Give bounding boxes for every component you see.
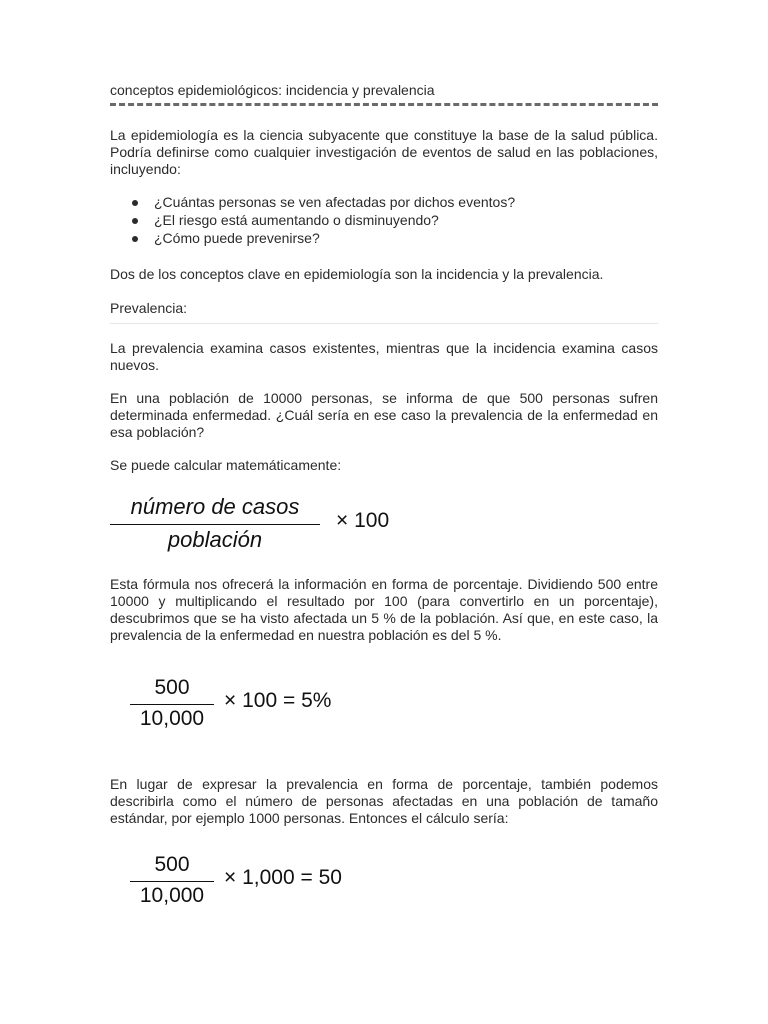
questions-list: [110, 194, 658, 248]
formula-general-fraction: [110, 494, 320, 553]
fraction-bar: [110, 524, 320, 525]
formula-per1000-fraction: [130, 853, 214, 908]
compare-paragraph: La prevalencia examina casos existentes, mientras que la incidencia examina casos nuevos.: [110, 340, 658, 373]
bullet-icon: [132, 236, 138, 242]
intro-paragraph: La epidemiología es la ciencia subyacente que constituye la base de la salud pública. Podría definirse como cualquier investigación de eventos de salud en las poblaciones, incluyendo:: [110, 127, 658, 177]
list-item: [110, 230, 658, 248]
example-question-paragraph: En una población de 10000 personas, se informa de que 500 personas sufren determinada enfermedad. ¿Cuál sería en ese caso la prevalencia de la enfermedad en esa población?: [110, 390, 658, 440]
title-dashed-rule: [110, 103, 658, 106]
formula-general-denominator: población: [167, 527, 263, 552]
fraction-bar: [130, 881, 214, 882]
list-item: [110, 212, 658, 230]
list-item-text: ¿Cuántas personas se ven afectadas por dichos eventos?: [154, 194, 516, 210]
calc-intro-paragraph: Se puede calcular matemáticamente:: [110, 457, 342, 473]
formula-general-operator: × 100: [336, 509, 390, 532]
explanation-paragraph: Esta fórmula nos ofrecerá la información en forma de porcentaje. Dividiendo 500 entre 10000 y multiplicando el resultado por 100 (para convertirlo en un porcentaje), descubrimos que se ha visto afectada un 5 % de la población. Así que, en este caso, la prevalencia de la enfermedad en nuestra población es del 5 %.: [110, 576, 658, 643]
formula-percent-numerator: 500: [154, 676, 190, 699]
prevalence-heading: Prevalencia:: [110, 300, 188, 316]
key-concepts-paragraph: Dos de los conceptos clave en epidemiología son la incidencia y la prevalencia.: [110, 266, 604, 282]
document-title: conceptos epidemiológicos: incidencia y prevalencia: [110, 82, 435, 98]
formula-general: [110, 488, 658, 566]
formula-per1000-denominator: 10,000: [139, 884, 205, 907]
alternative-paragraph: En lugar de expresar la prevalencia en forma de porcentaje, también podemos describirla como el número de personas afectadas en una población de tamaño estándar, por ejemplo 1000 personas. Entonces el cálculo sería:: [110, 776, 658, 826]
formula-percent: [110, 668, 658, 762]
document-page: [110, 82, 658, 933]
formula-per1000-numerator: 500: [154, 853, 190, 876]
section-divider: [110, 323, 658, 324]
formula-general-numerator: número de casos: [130, 494, 300, 519]
formula-percent-operator: × 100 = 5%: [224, 689, 332, 712]
list-item-text: ¿El riesgo está aumentando o disminuyendo?: [154, 212, 439, 228]
list-item-text: ¿Cómo puede prevenirse?: [154, 230, 320, 246]
formula-per1000-operator: × 1,000 = 50: [224, 866, 342, 889]
formula-percent-fraction: [130, 676, 214, 731]
list-item: [110, 194, 658, 212]
formula-per1000: [110, 853, 658, 933]
fraction-bar: [130, 704, 214, 705]
bullet-icon: [132, 218, 138, 224]
formula-percent-denominator: 10,000: [139, 707, 205, 730]
bullet-icon: [132, 200, 138, 206]
